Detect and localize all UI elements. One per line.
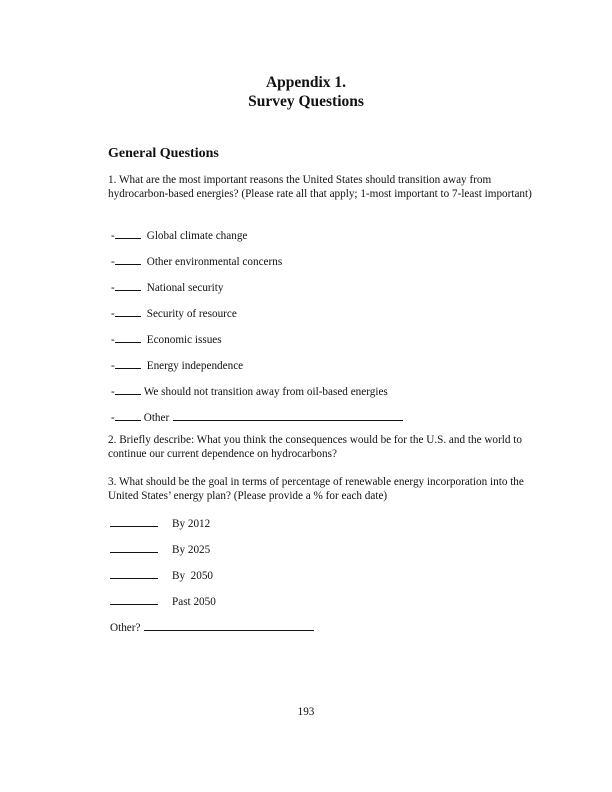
rating-blank[interactable] — [115, 358, 141, 369]
question-2-text: 2. Briefly describe: What you think the consequences would be for the U.S. and the world to continue our current dependence on hydrocarbons? — [108, 434, 522, 460]
rating-label: National security — [146, 282, 224, 294]
rating-label: We should not transition away from oil-based energies — [143, 386, 388, 398]
rating-label: Other environmental concerns — [146, 256, 283, 268]
goal-blank[interactable] — [110, 516, 158, 527]
rating-blank[interactable] — [115, 280, 141, 291]
goal-blank[interactable] — [110, 594, 158, 605]
rating-item: - Economic issues — [111, 334, 222, 346]
goal-label: By 2025 — [172, 544, 211, 556]
rating-label: Other — [143, 412, 170, 424]
rating-item: - Other environmental concerns — [111, 256, 283, 268]
other-reason-blank[interactable] — [173, 410, 403, 421]
goal-item — [110, 568, 213, 584]
goal-other-label: Other? — [110, 622, 141, 634]
rating-label: Economic issues — [146, 334, 222, 346]
question-3-text: 3. What should be the goal in terms of percentage of renewable energy incorporation into the United States’ energy plan? (Please provide a % for each date) — [108, 476, 524, 502]
rating-item-other: - Other — [111, 410, 403, 426]
goal-blank[interactable] — [110, 542, 158, 553]
goal-label: Past 2050 — [172, 596, 216, 608]
rating-item: - National security — [111, 282, 224, 294]
rating-blank[interactable] — [115, 332, 141, 343]
goal-label: By 2050 — [172, 570, 214, 582]
appendix-subtitle: Survey Questions — [248, 93, 364, 110]
goal-item — [110, 594, 216, 610]
rating-blank[interactable] — [115, 254, 141, 265]
rating-item: - Security of resource — [111, 308, 237, 320]
section-heading: General Questions — [108, 146, 219, 161]
goal-blank[interactable] — [110, 568, 158, 579]
rating-blank[interactable] — [115, 306, 141, 317]
rating-label: Security of resource — [146, 308, 237, 320]
rating-label: Global climate change — [146, 230, 248, 242]
goal-other-blank[interactable] — [144, 620, 314, 631]
rating-blank[interactable] — [115, 384, 141, 395]
goal-other — [110, 620, 314, 636]
appendix-title: Appendix 1. — [265, 74, 347, 91]
rating-item: - Energy independence — [111, 360, 244, 372]
goal-item — [110, 516, 210, 532]
rating-blank[interactable] — [115, 228, 141, 239]
rating-label: Energy independence — [146, 360, 244, 372]
rating-item: - We should not transition away from oil-based energies — [111, 386, 388, 398]
goal-item — [110, 542, 210, 558]
goal-label: By 2012 — [172, 518, 211, 530]
page-number: 193 — [297, 706, 315, 718]
rating-item: - Global climate change — [111, 230, 248, 242]
rating-blank[interactable] — [115, 410, 141, 421]
question-1-text: 1. What are the most important reasons the United States should transition away from hydrocarbon-based energies? (Please rate all that apply; 1-most important to 7-least important) — [108, 174, 532, 200]
